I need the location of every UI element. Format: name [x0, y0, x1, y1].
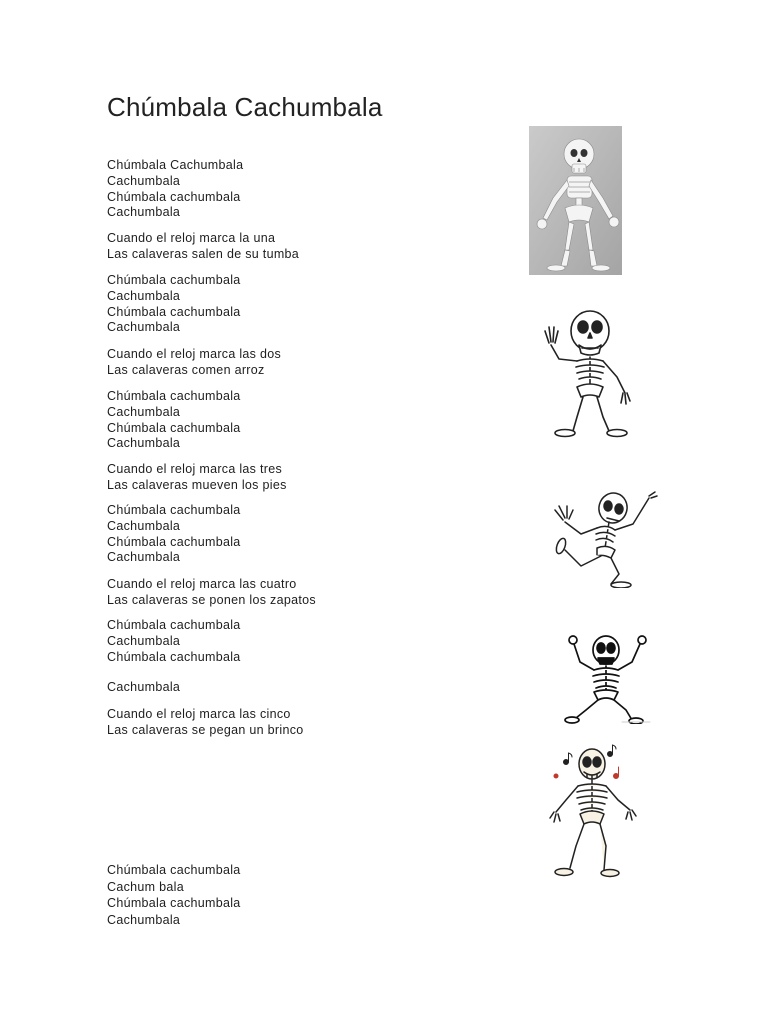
- waving-skeleton-icon: [537, 305, 643, 439]
- lyric-line: Las calaveras se ponen los zapatos: [107, 592, 316, 607]
- lyric-line: Las calaveras mueven los pies: [107, 477, 287, 492]
- lyric-line: Cachumbala: [107, 680, 181, 694]
- lyric-line: Chúmbala cachumbala: [107, 863, 241, 877]
- lyric-line: Chúmbala cachumbala: [107, 304, 241, 319]
- lyric-line: Las calaveras comen arroz: [107, 362, 265, 377]
- stanza: [107, 618, 241, 665]
- lyric-line: Chúmbala cachumbala: [107, 420, 241, 435]
- lyric-line: Chúmbala cachumbala: [107, 534, 241, 549]
- lyric-line: Cachumbala: [107, 518, 181, 533]
- stanza: [107, 680, 180, 696]
- page-title: Chúmbala Cachumbala: [107, 92, 383, 122]
- lyric-line: Chúmbala cachumbala: [107, 896, 241, 911]
- lyric-line: Cachumbala: [107, 913, 181, 928]
- stanza: [107, 231, 299, 263]
- stanza: [107, 462, 287, 494]
- stanza: [107, 707, 304, 739]
- stanza: [107, 503, 241, 566]
- lyric-line: Cuando el reloj marca las cinco: [107, 707, 291, 721]
- lyric-line: Cachumbala: [107, 404, 181, 419]
- lyric-line: Cuando el reloj marca las tres: [107, 462, 283, 476]
- lyric-line: Cachumbala: [107, 173, 181, 188]
- stanza: [107, 273, 241, 336]
- lyric-line: Cachumbala: [107, 288, 181, 303]
- lyric-line: Chúmbala cachumbala: [107, 189, 241, 204]
- lyric-line: Cachumbala: [107, 320, 181, 335]
- lyric-line: Cuando el reloj marca las cuatro: [107, 577, 297, 591]
- lyric-line: Chúmbala cachumbala: [107, 618, 241, 632]
- lyric-line: Cuando el reloj marca las dos: [107, 347, 282, 361]
- stanza: [107, 158, 243, 221]
- lyric-line: Cachumbala: [107, 205, 181, 220]
- lyric-line: Chúmbala cachumbala: [107, 389, 241, 403]
- lyric-line: Cachumbala: [107, 436, 181, 451]
- lyric-line: Cachumbala: [107, 633, 181, 648]
- lyric-line: Chúmbala Cachumbala: [107, 158, 244, 172]
- stanza: [107, 389, 241, 452]
- jumping-skeleton-icon: [562, 630, 656, 724]
- musical-skeleton-icon: [544, 742, 640, 880]
- stanza: [107, 862, 241, 929]
- paper-skeleton-photo-icon: [529, 126, 622, 275]
- lyric-line: Las calaveras se pegan un brinco: [107, 722, 304, 737]
- lyric-line: Chúmbala cachumbala: [107, 503, 241, 517]
- lyric-line: Chúmbala cachumbala: [107, 649, 241, 664]
- lyric-line: Cachum bala: [107, 879, 184, 894]
- lyric-line: Cachumbala: [107, 550, 181, 565]
- lyric-line: Chúmbala cachumbala: [107, 273, 241, 287]
- dancing-skeleton-icon: [545, 488, 659, 588]
- lyric-line: Cuando el reloj marca la una: [107, 231, 276, 245]
- stanza: [107, 577, 316, 609]
- stanza: [107, 347, 281, 379]
- lyric-line: Las calaveras salen de su tumba: [107, 246, 300, 261]
